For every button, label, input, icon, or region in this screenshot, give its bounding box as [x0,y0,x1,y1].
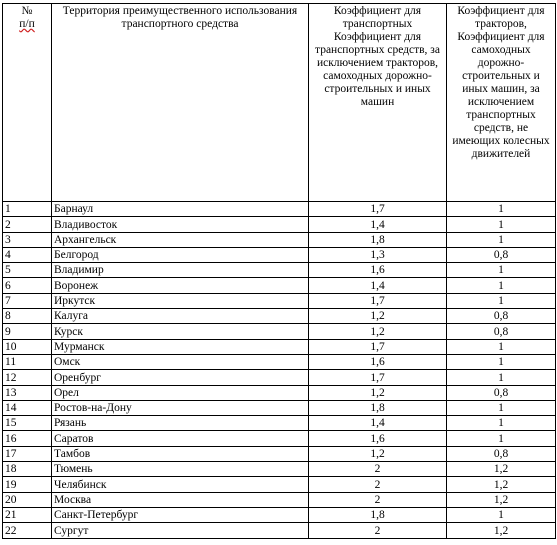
table-row [3,263,556,278]
row-territory: Сургут [52,523,309,538]
row-territory: Мурманск [52,339,309,354]
table-row [3,217,556,232]
row-coef-tractors: 1 [447,339,556,354]
row-coef-tractors: 0,8 [447,309,556,324]
table-row [3,232,556,247]
row-territory: Курск [52,324,309,339]
row-coef-tractors: 1,2 [447,462,556,477]
row-coef-transport: 1,8 [309,507,447,522]
row-coef-tractors: 0,8 [447,385,556,400]
row-number: 17 [3,446,52,461]
row-coef-tractors: 1 [447,507,556,522]
row-coef-transport: 1,7 [309,293,447,308]
row-coef-transport: 1,6 [309,431,447,446]
table-row [3,446,556,461]
row-coef-transport: 1,6 [309,263,447,278]
row-coef-tractors: 1 [447,232,556,247]
row-coef-transport: 1,2 [309,309,447,324]
row-coef-transport: 1,8 [309,232,447,247]
row-coef-transport: 1,2 [309,446,447,461]
table-row [3,462,556,477]
row-number: 19 [3,477,52,492]
table-row [3,309,556,324]
table-row [3,477,556,492]
row-coef-tractors: 1 [447,202,556,217]
row-coef-transport: 2 [309,492,447,507]
row-coef-tractors: 1 [447,370,556,385]
row-territory: Омск [52,354,309,369]
row-number: 12 [3,370,52,385]
row-territory: Оренбург [52,370,309,385]
table-body [3,202,556,539]
row-coef-tractors: 0,8 [447,324,556,339]
row-coef-transport: 2 [309,523,447,538]
row-coef-tractors: 1 [447,431,556,446]
row-coef-tractors: 1 [447,400,556,415]
row-coef-tractors: 1,2 [447,477,556,492]
row-coef-tractors: 1 [447,263,556,278]
row-coef-transport: 1,7 [309,339,447,354]
row-number: 5 [3,263,52,278]
row-number: 18 [3,462,52,477]
row-territory: Санкт-Петербург [52,507,309,522]
row-territory: Тюмень [52,462,309,477]
table-row [3,293,556,308]
row-number: 6 [3,278,52,293]
row-coef-transport: 1,7 [309,202,447,217]
table-row [3,523,556,538]
row-coef-transport: 1,4 [309,217,447,232]
row-number: 1 [3,202,52,217]
row-number: 8 [3,309,52,324]
table-row [3,278,556,293]
table-row [3,431,556,446]
row-territory: Архангельск [52,232,309,247]
table-row [3,370,556,385]
row-territory: Воронеж [52,278,309,293]
row-number: 11 [3,354,52,369]
row-number: 13 [3,385,52,400]
row-coef-tractors: 0,8 [447,446,556,461]
row-coef-transport: 1,3 [309,247,447,262]
row-territory: Белгород [52,247,309,262]
row-number: 2 [3,217,52,232]
table-row [3,507,556,522]
row-number: 21 [3,507,52,522]
row-number: 20 [3,492,52,507]
header-number [3,4,52,202]
row-coef-transport: 1,8 [309,400,447,415]
table-row [3,400,556,415]
row-number: 15 [3,416,52,431]
row-number: 4 [3,247,52,262]
header-coef-transport: Коэффициент для транспортных Коэффициент для транспортных средств, за исключением тракторов, самоходных дорожно-строительных и иных машин [309,4,447,202]
row-territory: Ростов-на-Дону [52,400,309,415]
row-coef-transport: 1,6 [309,354,447,369]
row-territory: Калуга [52,309,309,324]
table-row [3,354,556,369]
row-number: 10 [3,339,52,354]
table-row [3,492,556,507]
row-coef-transport: 1,2 [309,324,447,339]
row-coef-tractors: 1 [447,293,556,308]
table-row [3,416,556,431]
row-coef-tractors: 1 [447,354,556,369]
table-row [3,385,556,400]
header-coef-tractors: Коэффициент для тракторов, Коэффициент для самоходных дорожно-строительных и иных машин, за исключением транспортных средств, не имеющих колесных движителей [447,4,556,202]
row-number: 3 [3,232,52,247]
row-number: 9 [3,324,52,339]
row-coef-tractors: 1,2 [447,492,556,507]
row-number: 14 [3,400,52,415]
row-territory: Москва [52,492,309,507]
row-coef-tractors: 1 [447,416,556,431]
coefficient-table [2,3,556,539]
row-coef-transport: 2 [309,462,447,477]
row-coef-transport: 1,2 [309,385,447,400]
row-coef-tractors: 1 [447,217,556,232]
row-territory: Тамбов [52,446,309,461]
header-number-abbr: п/п [19,18,35,30]
table-row [3,324,556,339]
header-territory: Территория преимущественного использования транспортного средства [52,4,309,202]
row-territory: Барнаул [52,202,309,217]
row-territory: Саратов [52,431,309,446]
row-territory: Орел [52,385,309,400]
header-number-symbol: № [21,5,33,17]
row-coef-tractors: 1 [447,278,556,293]
table-header-row [3,4,556,202]
row-coef-transport: 1,4 [309,416,447,431]
row-coef-tractors: 1,2 [447,523,556,538]
row-territory: Владивосток [52,217,309,232]
row-coef-transport: 1,7 [309,370,447,385]
row-territory: Рязань [52,416,309,431]
table-row [3,339,556,354]
row-territory: Иркутск [52,293,309,308]
row-number: 7 [3,293,52,308]
row-coef-transport: 1,4 [309,278,447,293]
row-number: 22 [3,523,52,538]
row-coef-tractors: 0,8 [447,247,556,262]
table-row [3,247,556,262]
row-number: 16 [3,431,52,446]
row-coef-transport: 2 [309,477,447,492]
row-territory: Владимир [52,263,309,278]
row-territory: Челябинск [52,477,309,492]
table-row [3,202,556,217]
